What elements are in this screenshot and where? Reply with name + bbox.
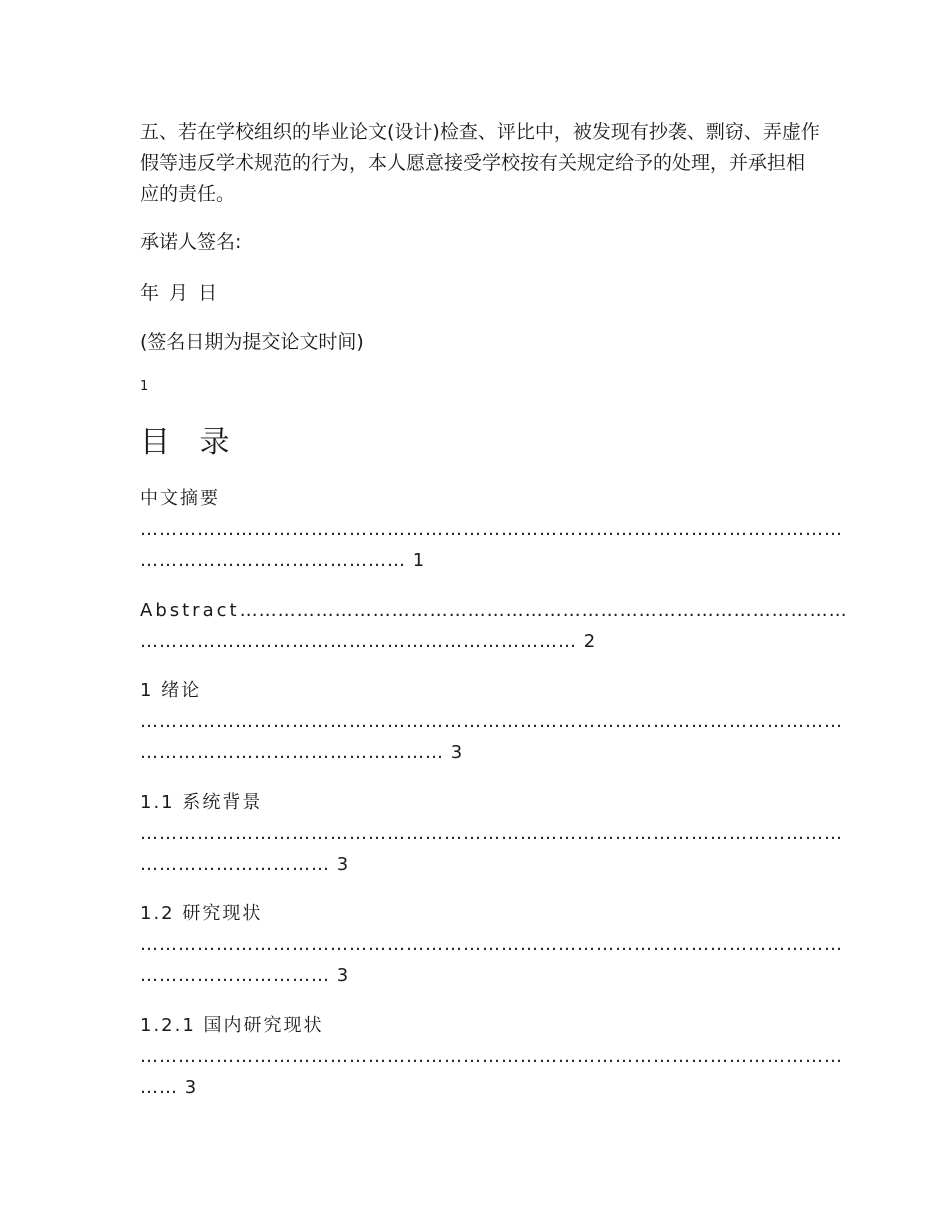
page-number: 1: [140, 379, 149, 394]
toc-title: 目 录: [140, 425, 240, 460]
toc-leader-dots: …………………………………………………………………………………………………: [140, 934, 843, 955]
date-line: 年 月 日: [140, 282, 218, 304]
toc-entry-page: 2: [583, 631, 597, 652]
toc-entry[interactable]: [140, 675, 843, 768]
toc-entry-title: 中文摘要: [140, 488, 220, 509]
toc-entry-page: 1: [412, 550, 426, 571]
toc-entry[interactable]: [140, 1010, 843, 1103]
toc-entry[interactable]: [140, 898, 843, 991]
toc-entry[interactable]: [140, 595, 848, 657]
toc-leader-dots: ……: [140, 1077, 178, 1098]
toc-entry-page: 3: [184, 1077, 198, 1098]
signature-label: 承诺人签名:: [140, 231, 242, 253]
toc-entry-title: 1.2 研究现状: [140, 903, 263, 924]
toc-entry[interactable]: [140, 787, 843, 880]
toc-entry-title: 1.1 系统背景: [140, 792, 263, 813]
toc-entry-title: 1.2.1 国内研究现状: [140, 1015, 324, 1036]
toc-leader-dots: …………………………………………………………………………………………………: [140, 1046, 843, 1067]
toc-leader-dots: …………………………: [140, 965, 330, 986]
toc-leader-dots: …………………………………………: [140, 742, 444, 763]
toc-leader-dots: …………………………………………………………………………………………………: [140, 711, 843, 732]
toc-leader-dots: …………………………………………………………………………………………………: [140, 519, 843, 540]
toc-entry[interactable]: [140, 483, 843, 576]
toc-leader-dots: ……………………………………………………………………………………: [239, 600, 848, 621]
toc-leader-dots: ……………………………………: [140, 550, 406, 571]
toc-entry-title: Abstract: [140, 600, 240, 621]
toc-entry-page: 3: [336, 965, 350, 986]
toc-entry-title: 1 绪论: [140, 680, 202, 701]
toc-leader-dots: …………………………………………………………………………………………………: [140, 823, 843, 844]
date-note: (签名日期为提交论文时间): [140, 331, 364, 353]
toc-leader-dots: ……………………………………………………………: [140, 631, 577, 652]
toc-leader-dots: …………………………: [140, 854, 330, 875]
toc-entry-page: 3: [450, 742, 464, 763]
toc-entry-page: 3: [336, 854, 350, 875]
declaration-item-5: 五、若在学校组织的毕业论文(设计)检查、评比中，被发现有抄袭、剽窃、弄虚作假等违反学术规范的行为，本人愿意接受学校按有关规定给予的处理，并承担相应的责任。: [140, 121, 820, 205]
